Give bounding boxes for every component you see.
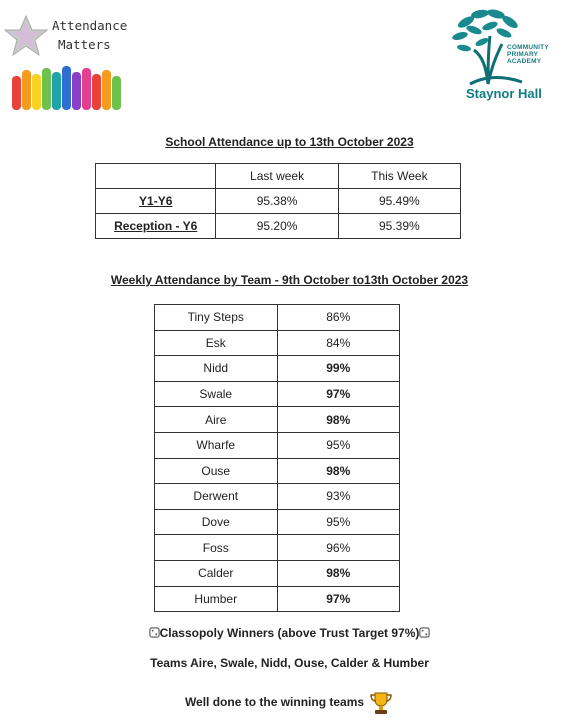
weekly-attendance-table [154,304,400,612]
table-row [155,560,400,586]
team-value: 98% [277,560,400,586]
team-value: 86% [277,305,400,331]
table-row [96,214,461,239]
table-row [155,509,400,535]
table-row [155,407,400,433]
team-value: 99% [277,356,400,382]
school-attendance-table [95,163,461,239]
classopoly-line [0,626,579,640]
team-name: Foss [155,535,278,561]
team-name: Wharfe [155,432,278,458]
team-value: 95% [277,509,400,535]
last-week-value: 95.20% [216,214,338,239]
table-row [155,305,400,331]
team-name: Dove [155,509,278,535]
table-row [155,458,400,484]
star-icon [4,14,48,58]
team-name: Tiny Steps [155,305,278,331]
team-value: 98% [277,458,400,484]
winning-teams-line: Teams Aire, Swale, Nidd, Ouse, Calder & Humber [150,656,429,670]
table-row [155,484,400,510]
weekly-attendance-heading: Weekly Attendance by Team - 9th October to13th October 2023 [110,273,469,287]
last-week-value: 95.38% [216,189,338,214]
school-logo [452,6,576,106]
team-name: Humber [155,586,278,612]
team-value: 84% [277,330,400,356]
team-name: Swale [155,381,278,407]
well-done-text: Well done to the winning teams [184,695,365,710]
team-name: Derwent [155,484,278,510]
school-name: Staynor Hall [466,86,542,101]
team-name: Esk [155,330,278,356]
team-name: Calder [155,560,278,586]
logo-primary: PRIMARY [507,51,539,58]
team-name: Nidd [155,356,278,382]
logo-academy: ACADEMY [507,58,542,65]
dice-icon [149,627,160,638]
table-header-blank [96,164,216,189]
team-value: 93% [277,484,400,510]
team-value: 96% [277,535,400,561]
team-value: 98% [277,407,400,433]
table-row [155,432,400,458]
logo-title-line1: Attendance [52,18,128,33]
dice-icon [419,627,430,638]
row-label: Y1-Y6 [96,189,216,214]
row-label: Reception - Y6 [96,214,216,239]
trophy-icon [368,690,394,716]
classopoly-text: Classopoly Winners (above Trust Target 97%) [159,626,420,640]
well-done-line [0,690,579,716]
team-value: 97% [277,586,400,612]
table-row [96,189,461,214]
table-row [155,330,400,356]
team-value: 97% [277,381,400,407]
logo-community: COMMUNITY [507,44,549,51]
school-attendance-heading: School Attendance up to 13th October 2023 [165,135,414,149]
table-row [155,535,400,561]
table-row [155,356,400,382]
team-name: Aire [155,407,278,433]
table-header-row [96,164,461,189]
team-name: Ouse [155,458,278,484]
this-week-value: 95.49% [338,189,460,214]
this-week-value: 95.39% [338,214,460,239]
table-header-last-week: Last week [216,164,338,189]
table-header-this-week: This Week [338,164,460,189]
table-row [155,381,400,407]
logo-title-line2: Matters [58,37,111,52]
attendance-matters-logo [4,10,134,105]
table-row [155,586,400,612]
hands-icon [10,66,122,110]
team-value: 95% [277,432,400,458]
